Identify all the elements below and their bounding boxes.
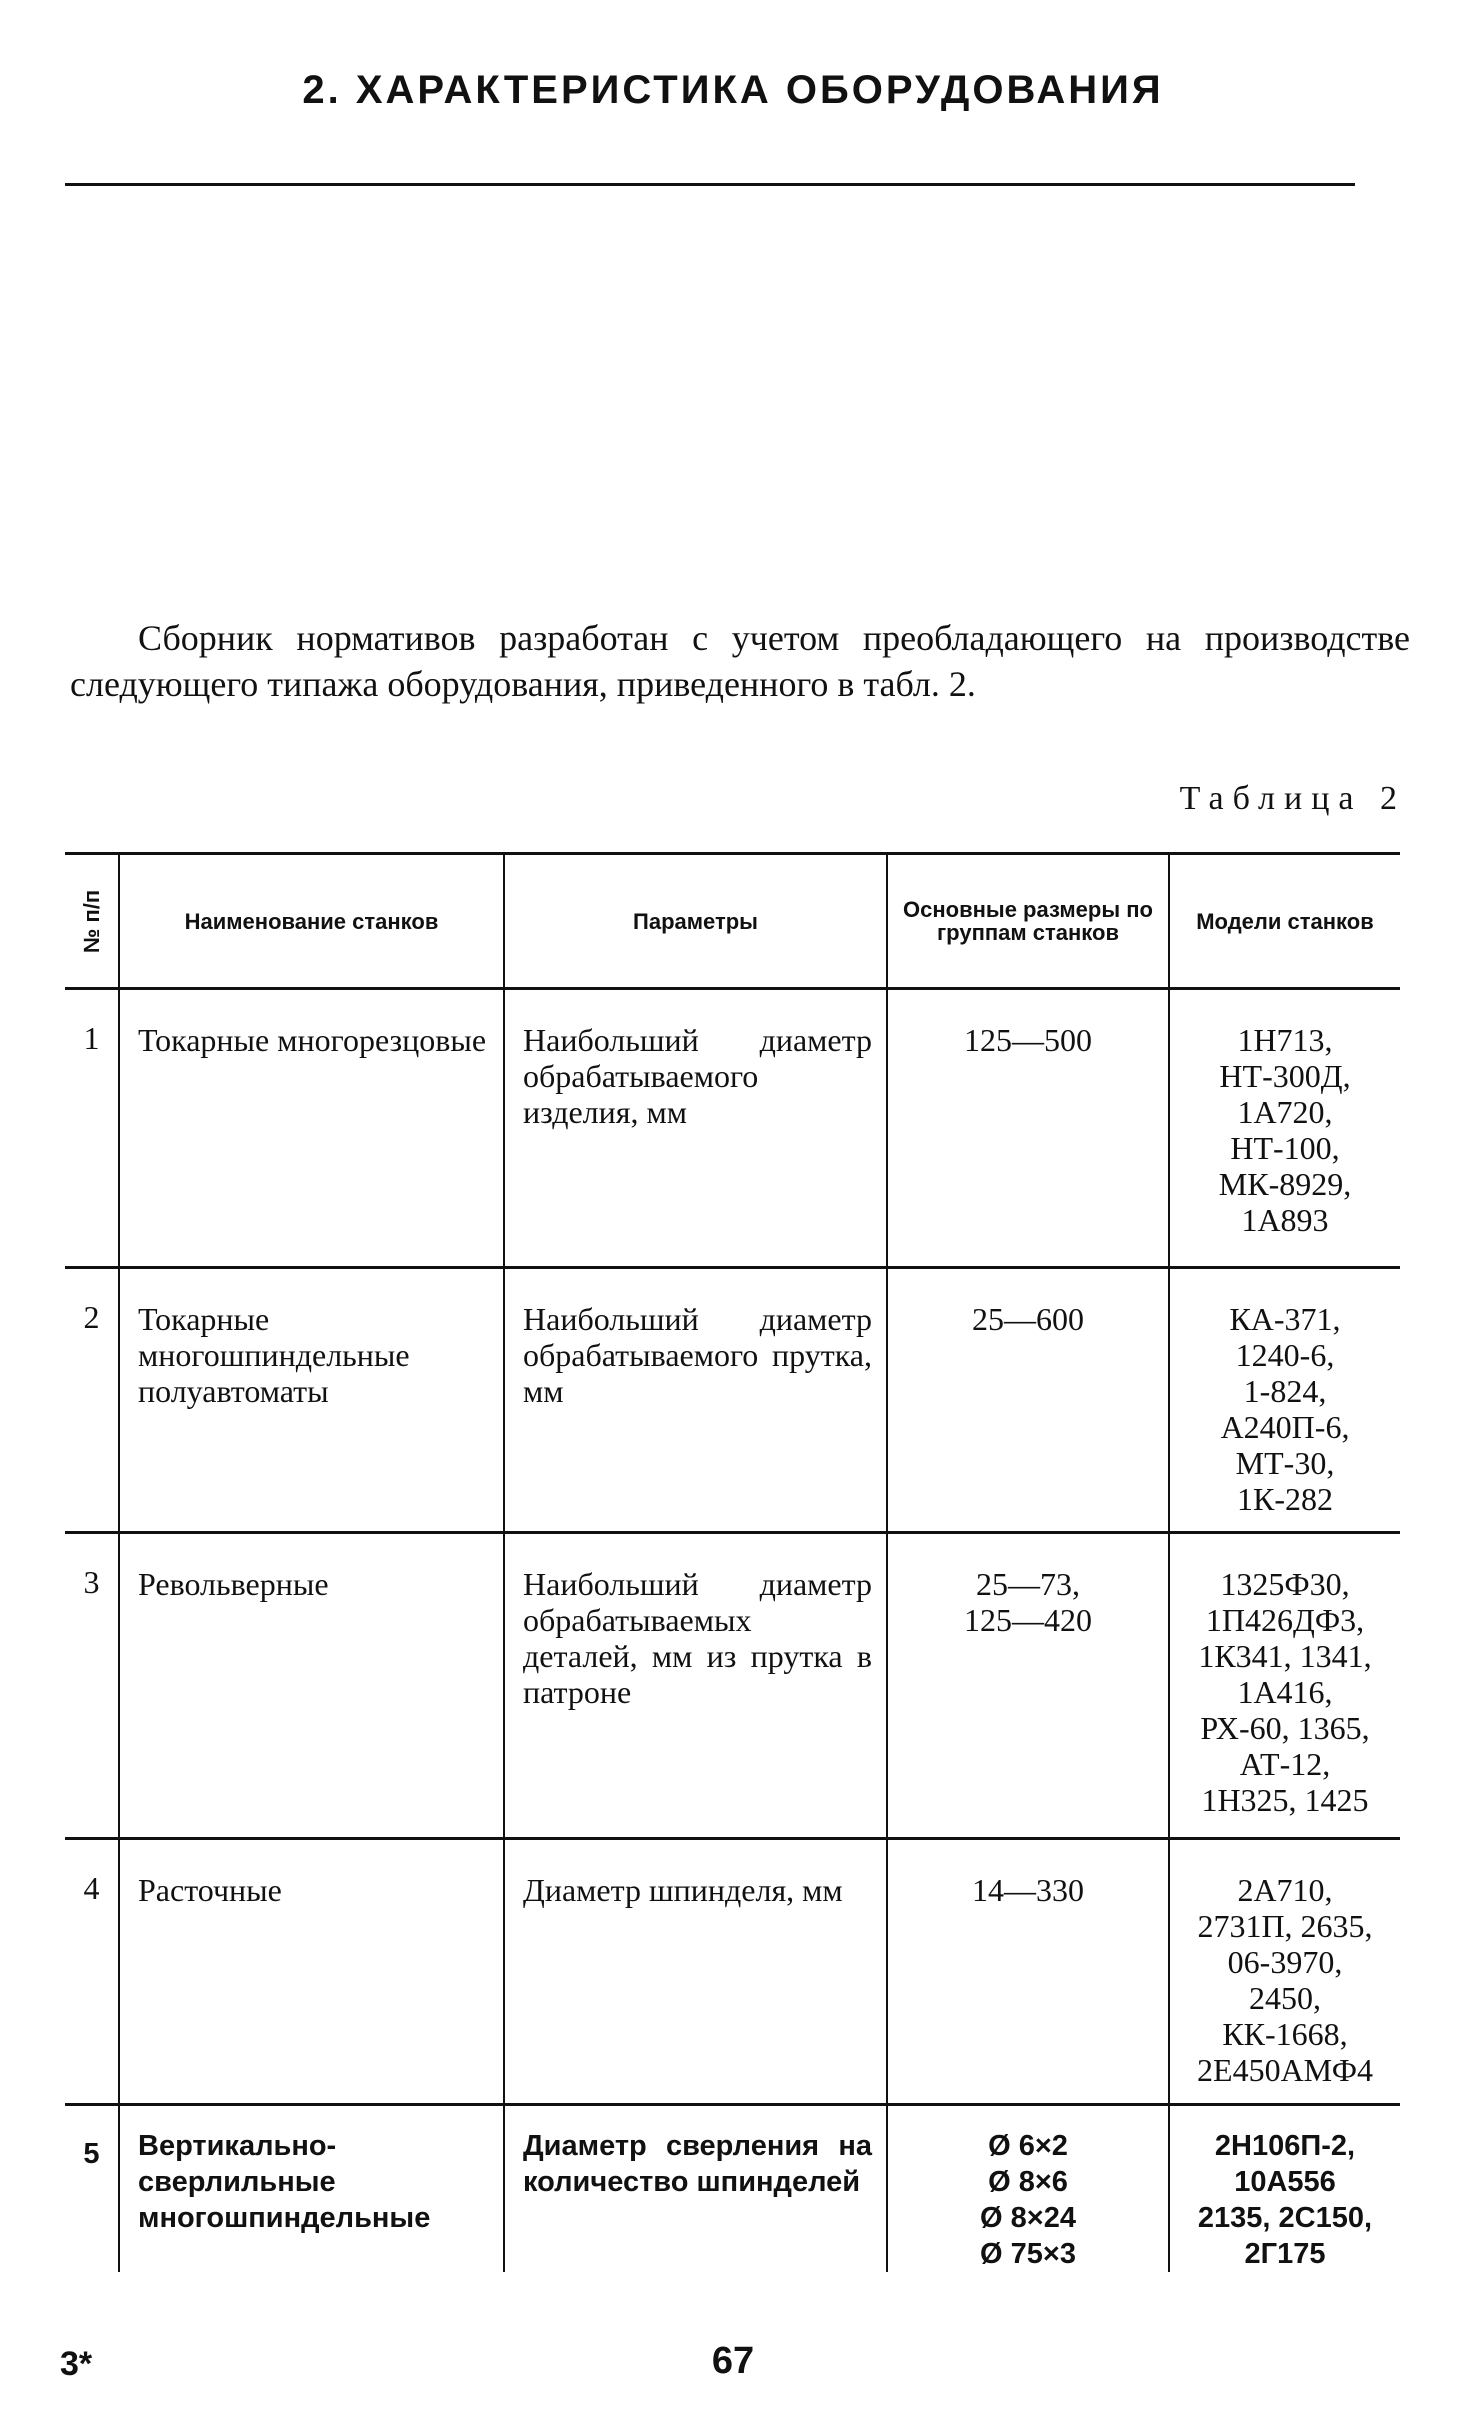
- row-params: Диаметр сверления на количество шпинделей: [505, 2106, 888, 2272]
- title-divider: [65, 183, 1355, 186]
- header-models: Модели станков: [1196, 908, 1374, 934]
- row-name: Револьверные: [120, 1534, 505, 1837]
- row-num: 5: [65, 2106, 120, 2272]
- table-row: [65, 2106, 1400, 2268]
- row-models: КА-371, 1240-6, 1-824, А240П-6, МТ-30, 1К-282: [1220, 1301, 1350, 1517]
- page-number: 67: [711, 2340, 755, 2382]
- row-sizes: 14—330: [888, 1840, 1170, 2103]
- table-row: [65, 1534, 1400, 1840]
- equipment-table: [65, 852, 1400, 2268]
- row-num: 3: [65, 1534, 120, 1837]
- table-row: [65, 1840, 1400, 2106]
- intro-paragraph: [70, 615, 1410, 707]
- row-name: Токарные многошпиндельные полуавтоматы: [120, 1269, 505, 1531]
- row-params: Наибольший диаметр обрабатываемого прутка, мм: [505, 1269, 888, 1531]
- header-num: № п/п: [65, 855, 120, 987]
- page-title: 2. ХАРАКТЕРИСТИКА ОБОРУДОВАНИЯ: [302, 68, 1164, 112]
- row-params: Диаметр шпинделя, мм: [505, 1840, 888, 2103]
- intro-text: Сборник нормативов разработан с учетом преобладающего на производстве следующего типажа оборудования, приведенного в табл. 2.: [70, 618, 1410, 704]
- table-caption: Таблица 2: [1179, 780, 1406, 817]
- row-models: 2Н106П-2, 10А556 2135, 2С150, 2Г175: [1197, 2130, 1373, 2270]
- header-name: Наименование станков: [120, 855, 505, 987]
- row-sizes: 25—600: [888, 1269, 1170, 1531]
- table-row: [65, 1269, 1400, 1534]
- row-name: Токарные многорезцовые: [120, 990, 505, 1266]
- table-row: [65, 990, 1400, 1269]
- header-params: Параметры: [505, 855, 888, 987]
- row-models: 1325Ф30, 1П426ДФ3, 1К341, 1341, 1А416, РХ-60, 1365, АТ-12, 1Н325, 1425: [1198, 1566, 1372, 1818]
- row-name: Расточные: [120, 1840, 505, 2103]
- row-num: 4: [65, 1840, 120, 2103]
- table-header: [65, 855, 1400, 990]
- row-num: 1: [65, 990, 120, 1266]
- row-params: Наибольший диаметр обрабатываемых деталей, мм из прутка в патроне: [505, 1534, 888, 1837]
- row-num: 2: [65, 1269, 120, 1531]
- row-params: Наибольший диаметр обрабатываемого изделия, мм: [505, 990, 888, 1266]
- row-models: 1Н713, НТ-300Д, 1А720, НТ-100, МК-8929, 1А893: [1218, 1022, 1352, 1238]
- header-sizes: Основные размеры по группам станков: [888, 855, 1170, 987]
- row-models: 2А710, 2731П, 2635, 06-3970, 2450, КК-1668, 2Е450АМФ4: [1197, 1872, 1373, 2088]
- signature-mark: 3*: [60, 2345, 93, 2383]
- row-name: Вертикально-сверлильные многошпиндельные: [120, 2106, 505, 2272]
- row-sizes: 25—73, 125—420: [888, 1534, 1170, 1837]
- row-sizes: Ø 6×2 Ø 8×6 Ø 8×24 Ø 75×3: [888, 2106, 1170, 2272]
- row-sizes: 125—500: [888, 990, 1170, 1266]
